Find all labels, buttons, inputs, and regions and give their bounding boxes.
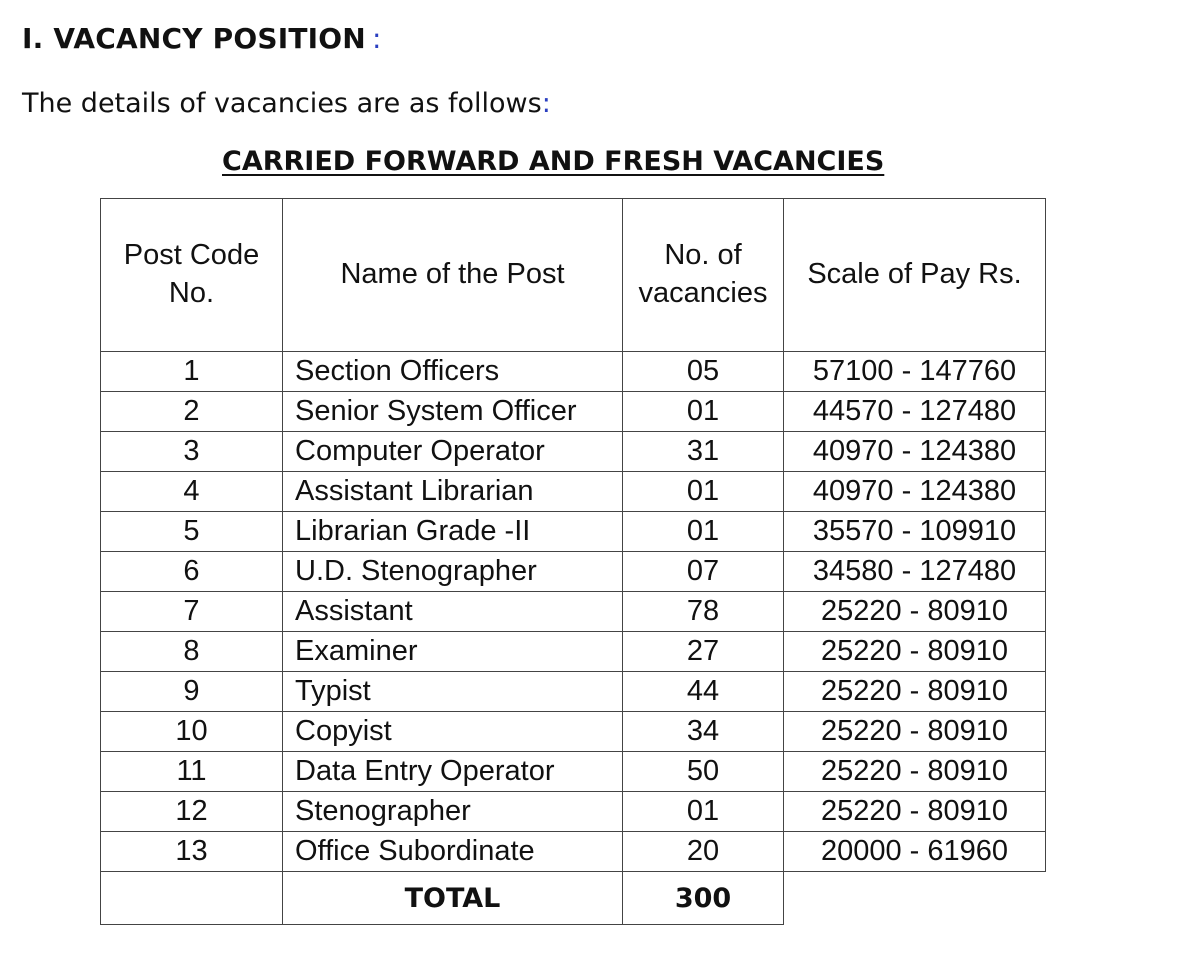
cell-scale-of-pay: 40970 - 124380 [784,432,1046,472]
cell-vacancies: 07 [623,552,784,592]
cell-post-name: Assistant [283,592,623,632]
cell-scale-of-pay: 35570 - 109910 [784,512,1046,552]
table-body [101,352,1046,872]
cell-scale-of-pay: 44570 - 127480 [784,392,1046,432]
cell-post-code: 3 [101,432,283,472]
table-row [101,392,1046,432]
section-heading-colon: : [371,22,382,55]
total-label: TOTAL [283,872,623,925]
cell-scale-of-pay: 57100 - 147760 [784,352,1046,392]
header-post-name: Name of the Post [283,199,623,352]
table-row [101,472,1046,512]
cell-post-code: 4 [101,472,283,512]
cell-post-name: Senior System Officer [283,392,623,432]
table-row [101,832,1046,872]
cell-post-code: 11 [101,752,283,792]
header-scale-of-pay: Scale of Pay Rs. [784,199,1046,352]
intro-text: The details of vacancies are as follows [22,88,542,119]
table-row [101,592,1046,632]
cell-post-name: Stenographer [283,792,623,832]
table-row [101,352,1046,392]
table-row [101,712,1046,752]
cell-scale-of-pay: 40970 - 124380 [784,472,1046,512]
cell-post-name: Copyist [283,712,623,752]
cell-post-code: 6 [101,552,283,592]
cell-scale-of-pay: 25220 - 80910 [784,632,1046,672]
total-value: 300 [623,872,784,925]
table-title: CARRIED FORWARD AND FRESH VACANCIES [222,146,885,177]
table-row [101,432,1046,472]
cell-vacancies: 01 [623,512,784,552]
cell-vacancies: 34 [623,712,784,752]
intro-colon: : [541,88,551,119]
cell-scale-of-pay: 25220 - 80910 [784,712,1046,752]
cell-post-name: Section Officers [283,352,623,392]
cell-scale-of-pay: 25220 - 80910 [784,792,1046,832]
cell-post-name: U.D. Stenographer [283,552,623,592]
vacancy-table [100,198,1046,925]
cell-vacancies: 20 [623,832,784,872]
cell-post-code: 5 [101,512,283,552]
cell-post-code: 10 [101,712,283,752]
cell-post-code: 7 [101,592,283,632]
cell-vacancies: 05 [623,352,784,392]
table-row [101,752,1046,792]
cell-post-code: 1 [101,352,283,392]
cell-vacancies: 01 [623,392,784,432]
cell-post-code: 13 [101,832,283,872]
cell-vacancies: 44 [623,672,784,712]
header-post-code: Post Code No. [101,199,283,352]
table-footer [101,872,1046,925]
section-heading-text: I. VACANCY POSITION [22,22,366,55]
total-empty-cell [101,872,283,925]
cell-post-name: Librarian Grade -II [283,512,623,552]
total-row [101,872,1046,925]
cell-post-name: Typist [283,672,623,712]
table-row [101,672,1046,712]
cell-post-name: Computer Operator [283,432,623,472]
table-row [101,792,1046,832]
cell-scale-of-pay: 34580 - 127480 [784,552,1046,592]
table-row [101,512,1046,552]
cell-post-code: 2 [101,392,283,432]
cell-vacancies: 78 [623,592,784,632]
cell-scale-of-pay: 25220 - 80910 [784,752,1046,792]
table-row [101,632,1046,672]
header-vacancies: No. of vacancies [623,199,784,352]
cell-vacancies: 27 [623,632,784,672]
cell-scale-of-pay: 20000 - 61960 [784,832,1046,872]
header-row [101,199,1046,352]
cell-post-name: Office Subordinate [283,832,623,872]
cell-post-code: 9 [101,672,283,712]
total-blank-cell [784,872,1046,925]
section-heading [22,22,382,55]
cell-post-name: Assistant Librarian [283,472,623,512]
cell-vacancies: 01 [623,792,784,832]
table-row [101,552,1046,592]
table-header [101,199,1046,352]
cell-post-name: Examiner [283,632,623,672]
intro-paragraph [22,88,551,119]
cell-vacancies: 01 [623,472,784,512]
cell-post-code: 8 [101,632,283,672]
cell-post-code: 12 [101,792,283,832]
cell-vacancies: 31 [623,432,784,472]
cell-vacancies: 50 [623,752,784,792]
cell-scale-of-pay: 25220 - 80910 [784,672,1046,712]
cell-scale-of-pay: 25220 - 80910 [784,592,1046,632]
cell-post-name: Data Entry Operator [283,752,623,792]
